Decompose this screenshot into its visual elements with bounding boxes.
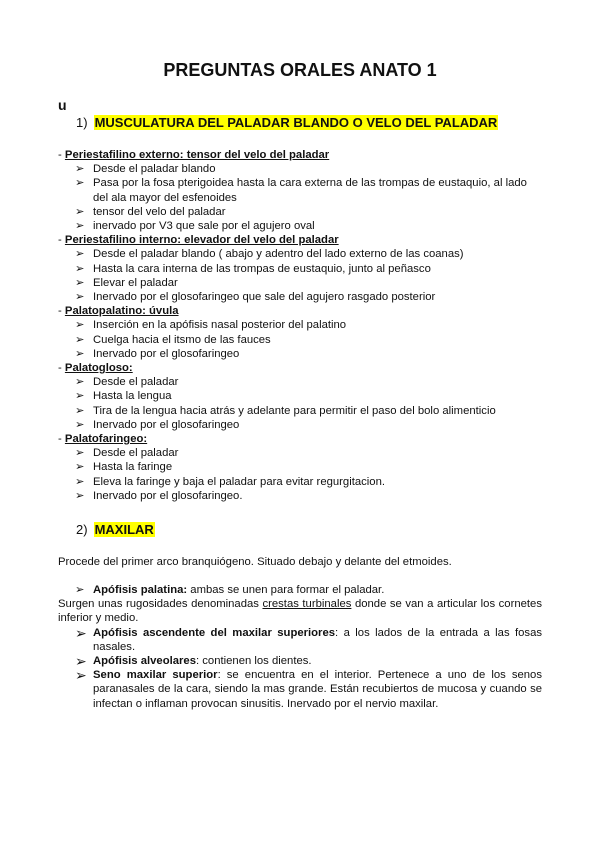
list-item [58, 418, 542, 432]
list-item [58, 219, 542, 233]
surgen-after: donde se van a articular los cornetes inferior y medio. [58, 598, 542, 625]
muscle-palatopalatino [58, 304, 542, 361]
item-text: tensor del velo del paladar [93, 205, 226, 218]
section-1-title: MUSCULATURA DEL PALADAR BLANDO O VELO DEL PALADAR [94, 115, 498, 130]
arrow-bullet-icon: ➢ [75, 418, 85, 431]
section-1-number: 1) [76, 115, 88, 130]
list-item [58, 262, 542, 276]
point-seno-maxilar [58, 668, 542, 711]
list-item [58, 404, 542, 418]
list-item [58, 333, 542, 347]
item-text: inervado por V3 que sale por el agujero oval [93, 220, 315, 233]
surgen-before: Surgen unas rugosidades denominadas [58, 598, 263, 611]
item-text: Eleva la faringe y baja el paladar para evitar regurgitacion. [93, 475, 386, 488]
list-item [58, 460, 542, 474]
list-item [58, 205, 542, 219]
item-text: Cuelga hacia el itsmo de las fauces [93, 333, 271, 346]
muscle-heading [58, 148, 542, 162]
list-item [58, 446, 542, 460]
list-item [58, 375, 542, 389]
arrow-bullet-icon: ➢ [75, 319, 85, 332]
arrow-bullet-icon: ➢ [75, 262, 85, 275]
dash: - [58, 305, 65, 318]
item-text: Inervado por el glosofaringeo [93, 347, 240, 360]
muscle-palatogloso [58, 361, 542, 432]
muscle-name: Periestafilino externo: tensor del velo del paladar [64, 149, 330, 161]
arrow-bullet-icon: ➢ [75, 347, 85, 360]
point-term: Apófisis palatina: [93, 584, 188, 596]
arrow-bullet-icon: ➢ [75, 489, 85, 502]
arrow-bullet-icon: ➢ [75, 404, 85, 417]
arrow-bullet-icon: ➢ [75, 248, 85, 261]
muscle-list [58, 148, 542, 503]
arrow-bullet-icon: ➢ [75, 624, 87, 641]
arrow-bullet-icon: ➢ [75, 390, 85, 403]
muscle-heading [58, 233, 542, 247]
muscle-heading [58, 432, 542, 446]
arrow-bullet-icon: ➢ [75, 163, 85, 176]
item-text: Desde el paladar blando [93, 163, 216, 176]
item-text: Tira de la lengua hacia atrás y adelante para permitir el paso del bolo alimenticio [93, 404, 496, 417]
muscle-periestafilino-interno [58, 233, 542, 304]
page-title: PREGUNTAS ORALES ANATO 1 [163, 60, 437, 80]
list-item [58, 318, 542, 332]
point-apofisis-ascendente [58, 626, 542, 654]
point-apofisis-palatina [58, 583, 542, 597]
arrow-bullet-icon: ➢ [75, 276, 85, 289]
list-item [58, 389, 542, 403]
list-item [58, 176, 542, 204]
point-text: : a los lados de la entrada a las fosas nasales. [93, 626, 543, 653]
point-text: : contienen los dientes. [195, 655, 312, 668]
dash: - [58, 149, 65, 161]
point-term: Apófisis ascendente del maxilar superiores [93, 626, 336, 639]
item-text: Elevar el paladar [93, 276, 178, 289]
muscle-name: Palatogloso: [64, 362, 133, 375]
arrow-bullet-icon: ➢ [75, 291, 85, 304]
list-item [58, 276, 542, 290]
arrow-bullet-icon: ➢ [75, 205, 85, 218]
maxilar-details [58, 583, 542, 711]
item-text: Desde el paladar [93, 376, 179, 389]
muscle-name: Periestafilino interno: elevador del velo del paladar [64, 234, 339, 247]
muscle-name: Palatofaringeo: [64, 433, 148, 446]
arrow-bullet-icon: ➢ [75, 376, 85, 389]
muscle-name: Palatopalatino: úvula [64, 305, 179, 318]
item-text: Desde el paladar blando ( abajo y adentro del lado externo de las coanas) [93, 248, 464, 261]
section-2-number: 2) [76, 522, 88, 537]
section-2-heading [76, 521, 155, 538]
dash: - [58, 362, 65, 375]
section-2-title: MAXILAR [94, 522, 154, 537]
stray-mark: u [58, 97, 67, 113]
list-item [58, 290, 542, 304]
section-1-heading [76, 114, 498, 131]
arrow-bullet-icon: ➢ [75, 447, 85, 460]
item-text: Inervado por el glosofaringeo. [93, 489, 243, 502]
arrow-bullet-icon: ➢ [75, 653, 87, 670]
list-item [58, 162, 542, 176]
item-text: Hasta la lengua [93, 390, 172, 403]
arrow-bullet-icon: ➢ [75, 461, 85, 474]
arrow-bullet-icon: ➢ [75, 333, 85, 346]
arrow-bullet-icon: ➢ [75, 177, 85, 190]
dash: - [58, 234, 65, 247]
list-item [58, 475, 542, 489]
item-text: Hasta la faringe [93, 461, 173, 474]
muscle-periestafilino-externo [58, 148, 542, 233]
arrow-bullet-icon: ➢ [75, 475, 85, 488]
arrow-bullet-icon: ➢ [75, 667, 87, 684]
item-text: Desde el paladar [93, 447, 179, 460]
crestas-turbinales-term: crestas turbinales [262, 598, 352, 611]
point-text: : se encuentra en el interior. Pertenece a uno de los senos paranasales de la cara, siendo la mas grande. Están recubiertos de mucosa y cuando se infectan o inflaman provocan sinusitis. Inervado por el nervio maxilar. [93, 669, 542, 710]
arrow-bullet-icon: ➢ [75, 584, 85, 596]
muscle-heading [58, 304, 542, 318]
item-text: Inserción en la apófisis nasal posterior del palatino [93, 319, 347, 332]
point-term: Apófisis alveolares [93, 655, 196, 668]
dash: - [58, 433, 65, 446]
list-item [58, 347, 542, 361]
muscle-heading [58, 361, 542, 375]
point-text: ambas se unen para formar el paladar. [187, 584, 385, 596]
item-text: Inervado por el glosofaringeo [93, 418, 240, 431]
point-term: Seno maxilar superior [93, 669, 218, 682]
list-item [58, 489, 542, 503]
item-text: Inervado por el glosofaringeo que sale del agujero rasgado posterior [93, 291, 436, 304]
item-text: Hasta la cara interna de las trompas de eustaquio, junto al peñasco [93, 262, 431, 275]
surgen-paragraph [58, 597, 542, 625]
maxilar-intro: Procede del primer arco branquiógeno. Situado debajo y delante del etmoides. [58, 556, 452, 568]
muscle-palatofaringeo [58, 432, 542, 503]
list-item [58, 247, 542, 261]
point-apofisis-alveolares [58, 654, 542, 668]
item-text: Pasa por la fosa pterigoidea hasta la cara externa de las trompas de eustaquio, al lado del ala mayor del esfenoides [93, 177, 527, 204]
arrow-bullet-icon: ➢ [75, 220, 85, 233]
